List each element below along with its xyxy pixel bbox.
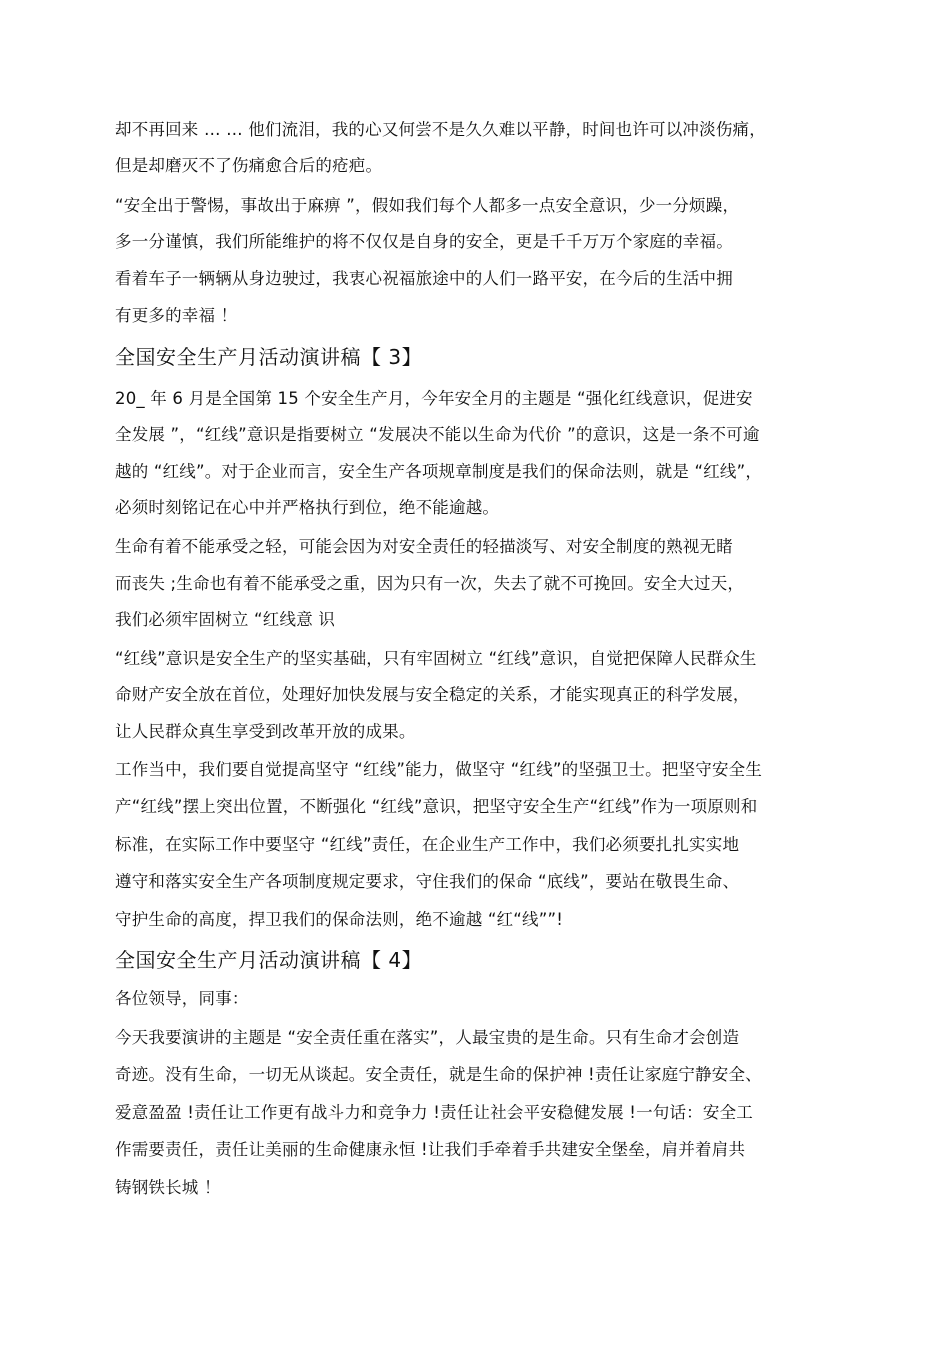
paragraph-line: 爱意盈盈 !责任让工作更有战斗力和竞争力 !责任让社会平安稳健发展 !一句话：安全工: [115, 1103, 753, 1122]
paragraph-line: 我们必须牢固树立 “红线意 识: [115, 610, 336, 629]
paragraph-line: 作需要责任，责任让美丽的生命健康永恒 !让我们手牵着手共建安全堡垒，肩并着肩共: [115, 1140, 746, 1159]
paragraph-line: 今天我要演讲的主题是 “安全责任重在落实”，人最宝贵的是生命。只有生命才会创造: [115, 1028, 740, 1047]
paragraph-line: 而丧失 ;生命也有着不能承受之重，因为只有一次，失去了就不可挽回。安全大过天，: [115, 574, 745, 593]
paragraph-line: 命财产安全放在首位，处理好加快发展与安全稳定的关系，才能实现真正的科学发展，: [115, 685, 750, 704]
paragraph-line: 标准，在实际工作中要坚守 “红线”责任，在企业生产工作中，我们必须要扎扎实实地: [115, 835, 740, 854]
paragraph-line: 守护生命的高度，捍卫我们的保命法则，绝不逾越 “红“线””!: [115, 910, 564, 929]
paragraph-line: “安全出于警惕，事故出于麻痹 ”，假如我们每个人都多一点安全意识，少一分烦躁，: [115, 196, 740, 215]
section-heading: 全国安全生产月活动演讲稿【 4】: [115, 948, 423, 972]
paragraph-line: 生命有着不能承受之轻，可能会因为对安全责任的轻描淡写、对安全制度的熟视无睹: [115, 537, 733, 556]
paragraph-line: 但是却磨灭不了伤痛愈合后的疮疤。: [115, 156, 383, 175]
paragraph-line: 各位领导，同事：: [115, 989, 249, 1008]
paragraph-line: 多一分谨慎，我们所能维护的将不仅仅是自身的安全，更是千千万万个家庭的幸福。: [115, 232, 733, 251]
section-heading: 全国安全生产月活动演讲稿【 3】: [115, 345, 423, 369]
paragraph-line: “红线”意识是安全生产的坚实基础，只有牢固树立 “红线”意识，自觉把保障人民群众生: [115, 649, 757, 668]
paragraph-line: 有更多的幸福 ！: [115, 306, 238, 325]
paragraph-line: 让人民群众真生享受到改革开放的成果。: [115, 722, 416, 741]
paragraph-line: 奇迹。没有生命，一切无从谈起。安全责任，就是生命的保护神 !责任让家庭宁静安全、: [115, 1065, 762, 1084]
paragraph-line: 看着车子一辆辆从身边驶过，我衷心祝福旅途中的人们一路平安，在今后的生活中拥: [115, 269, 733, 288]
paragraph-line: 遵守和落实安全生产各项制度规定要求，守住我们的保命 “底线”，要站在敬畏生命、: [115, 872, 740, 891]
paragraph-line: 20_ 年 6 月是全国第 15 个安全生产月，今年安全月的主题是 “强化红线意识，促进安: [115, 389, 753, 408]
paragraph-line: 产“红线”摆上突出位置，不断强化 “红线”意识，把坚守安全生产“红线”作为一项原则和: [115, 797, 758, 816]
paragraph-line: 工作当中，我们要自觉提高坚守 “红线”能力，做坚守 “红线”的坚强卫士。把坚守安全生: [115, 760, 763, 779]
paragraph-line: 却不再回来 … … 他们流泪，我的心又何尝不是久久难以平静，时间也许可以冲淡伤痛，: [115, 120, 766, 139]
paragraph-line: 全发展 ”，“红线”意识是指要树立 “发展决不能以生命为代价 ”的意识，这是一条不可逾: [115, 425, 760, 444]
paragraph-line: 越的 “红线”。对于企业而言，安全生产各项规章制度是我们的保命法则，就是 “红线”，: [115, 462, 763, 481]
paragraph-line: 铸钢铁长城 ！: [115, 1178, 221, 1197]
paragraph-line: 必须时刻铭记在心中并严格执行到位，绝不能逾越。: [115, 498, 500, 517]
